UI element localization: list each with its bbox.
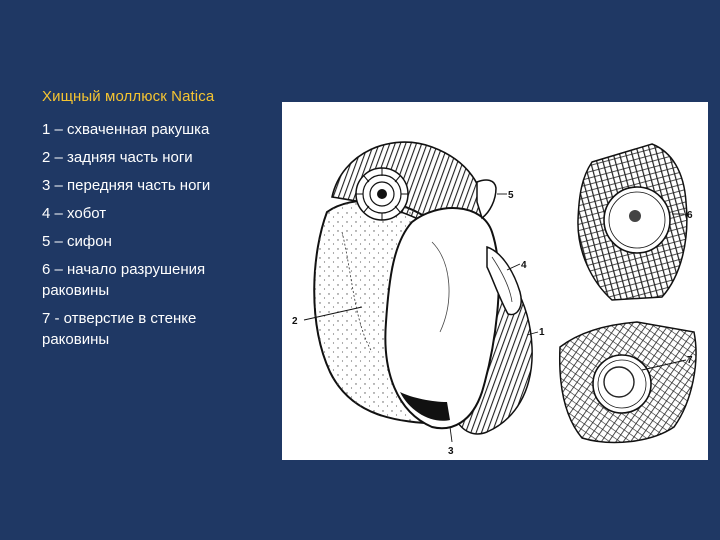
- label-2: 2: [292, 316, 298, 327]
- label-4: 4: [521, 260, 527, 271]
- legend-item-3: 3 – передняя часть ноги: [42, 177, 211, 194]
- label-1: 1: [539, 327, 545, 338]
- damaged-shell-6: [578, 144, 687, 300]
- legend-list: [42, 119, 267, 357]
- slide-title: Хищный моллюск Natica: [42, 88, 215, 105]
- legend-item-2: 2 – задняя часть ноги: [42, 149, 193, 166]
- legend-item-5: 5 – сифон: [42, 233, 112, 250]
- legend-item-4: 4 – хобот: [42, 205, 107, 222]
- foot-anterior: [385, 208, 498, 428]
- siphon: [477, 180, 496, 218]
- legend-item-1: 1 – схваченная ракушка: [42, 121, 210, 138]
- legend-item-7: 7 - отверстие в стенке раковины: [42, 310, 197, 348]
- illustration-drawing: [282, 102, 708, 460]
- mollusk-illustration: [282, 102, 708, 460]
- bored-shell-7: [560, 322, 696, 442]
- label-7: 7: [687, 355, 693, 366]
- label-6: 6: [687, 210, 693, 221]
- label-5: 5: [508, 190, 514, 201]
- label-3: 3: [448, 446, 454, 457]
- legend-item-6: 6 – начало разрушения раковины: [42, 261, 206, 299]
